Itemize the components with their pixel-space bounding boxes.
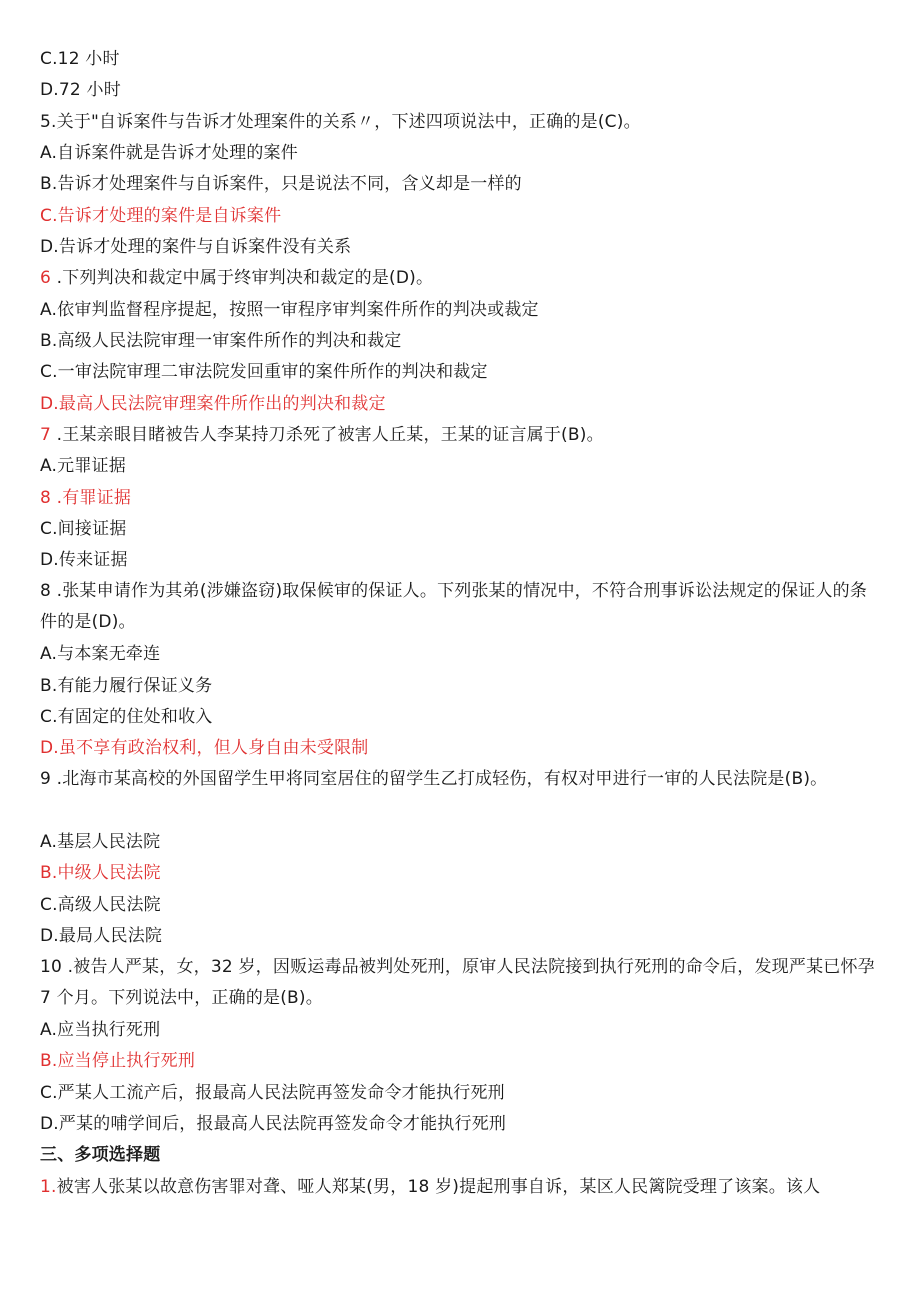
question-number: 1. (40, 1177, 57, 1197)
option-a-q7: A.元罪证据 (40, 456, 126, 476)
option-a-q10: A.应当执行死刑 (40, 1020, 161, 1040)
question-5: 5.关于"自诉案件与告诉才处理案件的关系〃，下述四项说法中，正确的是(C)。 (40, 112, 641, 132)
answer-c-q5: C.告诉才处理的案件是自诉案件 (40, 206, 282, 226)
option-d-q4: D.72 小时 (40, 80, 121, 100)
multi-question-1 (40, 1175, 880, 1199)
option-c-q8: C.有固定的住处和收入 (40, 707, 213, 727)
option-d-q5: D.告诉才处理的案件与自诉案件没有关系 (40, 237, 352, 257)
question-number: 7 (40, 425, 52, 445)
answer-b-q9: B.中级人民法院 (40, 863, 161, 883)
option-b-q5: B.告诉才处理案件与自诉案件，只是说法不同，含义却是一样的 (40, 174, 522, 194)
question-8: 8 .张某申请作为其弟(涉嫌盗窃)取保候审的保证人。下列张某的情况中，不符合刑事诉讼法规定的保证人的条件的是(D)。 (40, 581, 868, 632)
option-c-q7: C.间接证据 (40, 519, 127, 539)
section-heading-multiple-choice: 三、多项选择题 (40, 1145, 161, 1165)
option-d-q7: D.传来证据 (40, 550, 128, 570)
option-a-q9: A.基层人民法院 (40, 832, 161, 852)
option-b-q8: B.有能力履行保证义务 (40, 676, 213, 696)
option-d-q10: D.严某的哺学间后，报最高人民法院再签发命令才能执行死刑 (40, 1114, 507, 1134)
option-b-q6: B.高级人民法院审理一审案件所作的判决和裁定 (40, 331, 402, 351)
answer-b-q10: B.应当停止执行死刑 (40, 1051, 196, 1071)
option-c-q6: C.一审法院审理二审法院发回重审的案件所作的判决和裁定 (40, 362, 488, 382)
option-c-q9: C.高级人民法院 (40, 895, 161, 915)
question-10: 10 .被告人严某，女，32 岁，因贩运毒品被判处死刑，原审人民法院接到执行死刑的命令后，发现严某已怀孕 7 个月。下列说法中，正确的是(B)。 (40, 957, 875, 1008)
answer-b-q7: 8 .有罪证据 (40, 488, 132, 508)
option-a-q5: A.自诉案件就是告诉才处理的案件 (40, 143, 298, 163)
option-c-q10: C.严某人工流产后，报最高人民法院再签发命令才能执行死刑 (40, 1083, 505, 1103)
answer-d-q6: D.最高人民法院审理案件所作出的判决和裁定 (40, 394, 386, 414)
option-a-q8: A.与本案无牵连 (40, 644, 161, 664)
question-text: 被害人张某以故意伤害罪对聋、哑人郑某(男，18 岁)提起刑事自诉，某区人民篱院受理了该案。该人 (56, 1177, 821, 1197)
question-text: .王某亲眼目睹被告人李某持刀杀死了被害人丘某，王某的证言属于(B)。 (51, 425, 604, 445)
option-c-q4: C.12 小时 (40, 49, 120, 69)
question-number: 6 (40, 268, 52, 288)
question-text: .下列判决和裁定中属于终审判决和裁定的是(D)。 (51, 268, 434, 288)
question-7 (40, 423, 880, 447)
question-6 (40, 266, 880, 290)
question-9: 9 .北海市某高校的外国留学生甲将同室居住的留学生乙打成轻伤，有权对甲进行一审的人民法院是(B)。 (40, 769, 828, 789)
option-d-q9: D.最局人民法院 (40, 926, 163, 946)
answer-d-q8: D.虽不享有政治权利，但人身自由未受限制 (40, 738, 369, 758)
option-a-q6: A.依审判监督程序提起，按照一审程序审判案件所作的判决或裁定 (40, 300, 539, 320)
